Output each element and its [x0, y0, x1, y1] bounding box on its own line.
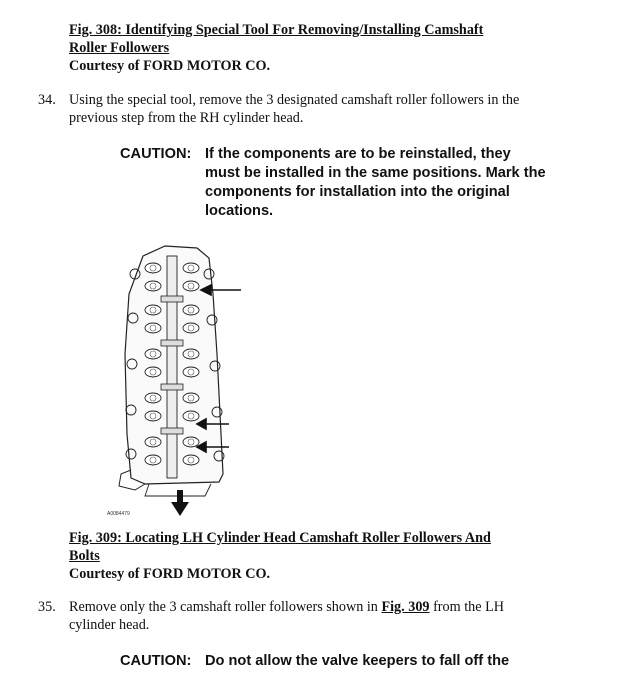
fig-309-title-line1[interactable]: Fig. 309: Locating LH Cylinder Head Camshaft Roller Followers And [69, 530, 491, 546]
fig-309-link[interactable]: Fig. 309 [381, 599, 430, 615]
step-35-text-after: from the LH [429, 599, 504, 615]
caution-1-label: CAUTION: [120, 146, 192, 162]
fig-309-courtesy: Courtesy of FORD MOTOR CO. [69, 566, 271, 582]
caution-1-line2: must be installed in the same positions. Mark the [205, 165, 546, 181]
fig-309-illustration [105, 234, 295, 524]
caution-2-label: CAUTION: [120, 653, 192, 669]
step-35-line2: cylinder head. [69, 617, 150, 633]
fig-309-title-line2[interactable]: Bolts [69, 548, 100, 564]
fig-309-image-id: A0084479 [107, 511, 130, 517]
step-34-line1: Using the special tool, remove the 3 designated camshaft roller followers in the [69, 92, 520, 108]
step-34-number: 34. [38, 92, 56, 108]
cylinder-head-drawing [105, 234, 295, 524]
step-35-number: 35. [38, 599, 56, 615]
caution-1-text [205, 145, 600, 221]
caution-1-line4: locations. [205, 203, 274, 219]
caution-2-line1: Do not allow the valve keepers to fall off the [205, 653, 510, 669]
step-35-line1 [69, 598, 608, 616]
caution-1-line1: If the components are to be reinstalled, they [205, 146, 511, 162]
fig-308-title-line1[interactable]: Fig. 308: Identifying Special Tool For Removing/Installing Camshaft [69, 22, 484, 38]
caution-1-line3: components for installation into the original [205, 184, 510, 200]
step-35-text-before: Remove only the 3 camshaft roller followers shown in [69, 599, 382, 615]
fig-308-caption [69, 21, 483, 75]
fig-308-courtesy: Courtesy of FORD MOTOR CO. [69, 58, 271, 74]
fig-309-caption [69, 529, 491, 583]
step-35 [38, 598, 608, 634]
step-34 [38, 91, 608, 127]
step-34-line2: previous step from the RH cylinder head. [69, 110, 304, 126]
fig-308-title-line2[interactable]: Roller Followers [69, 40, 170, 56]
caution-2-text [205, 652, 600, 671]
